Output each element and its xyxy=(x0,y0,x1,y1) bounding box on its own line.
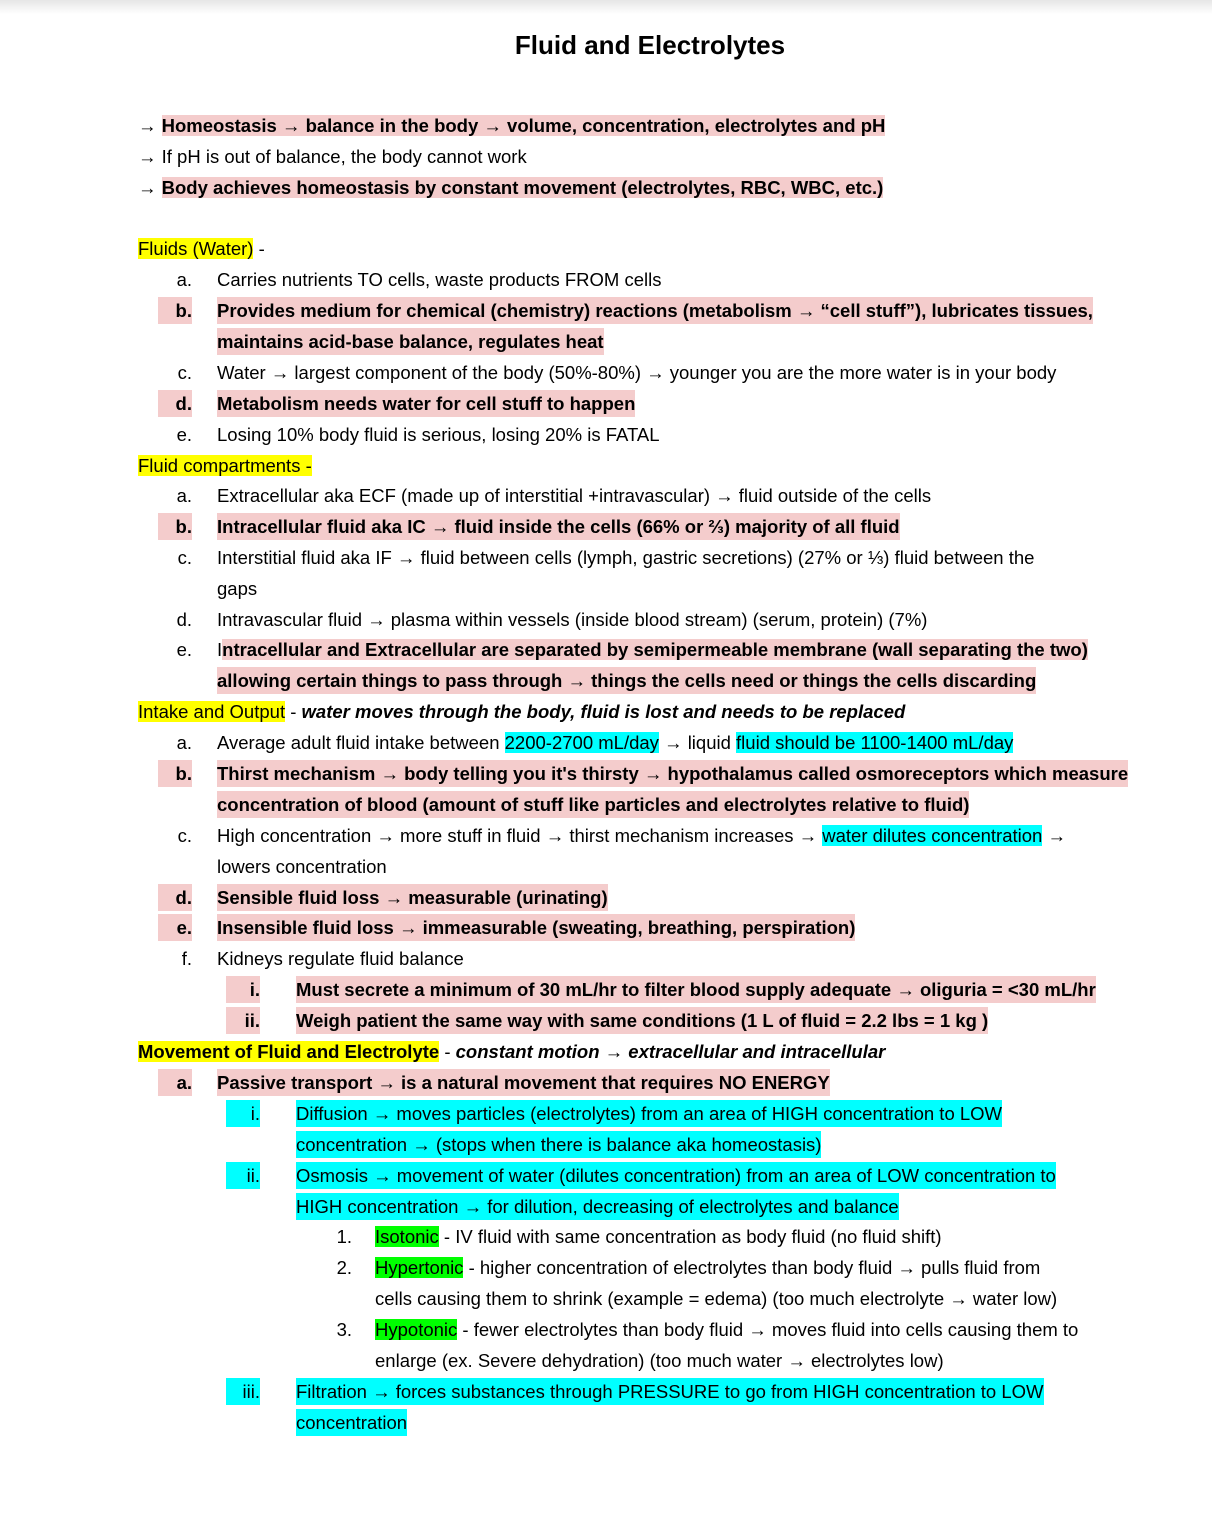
intro-text: If pH is out of balance, the body cannot work xyxy=(161,146,527,167)
section-heading-compartments: Fluid compartments - xyxy=(138,455,312,476)
arrow-icon: → xyxy=(138,115,157,136)
page-top-shadow xyxy=(0,0,1212,14)
arrow-icon: → xyxy=(138,177,157,198)
intro-text: Homeostasis → balance in the body → volume, concentration, electrolytes and pH xyxy=(161,115,886,136)
section-heading-fluids: Fluids (Water) - xyxy=(138,238,265,259)
intro-line-2 xyxy=(138,143,527,170)
section-heading-movement: Movement of Fluid and Electrolyte - constant motion → extracellular and intracellular xyxy=(138,1041,886,1062)
page-title: Fluid and Electrolytes xyxy=(514,30,786,60)
intro-text: Body achieves homeostasis by constant movement (electrolytes, RBC, WBC, etc.) xyxy=(161,177,884,198)
arrow-icon: → xyxy=(138,146,157,167)
intro-line-1 xyxy=(138,112,885,139)
intro-line-3 xyxy=(138,174,883,201)
section-heading-intake: Intake and Output - water moves through the body, fluid is lost and needs to be replaced xyxy=(138,701,906,722)
